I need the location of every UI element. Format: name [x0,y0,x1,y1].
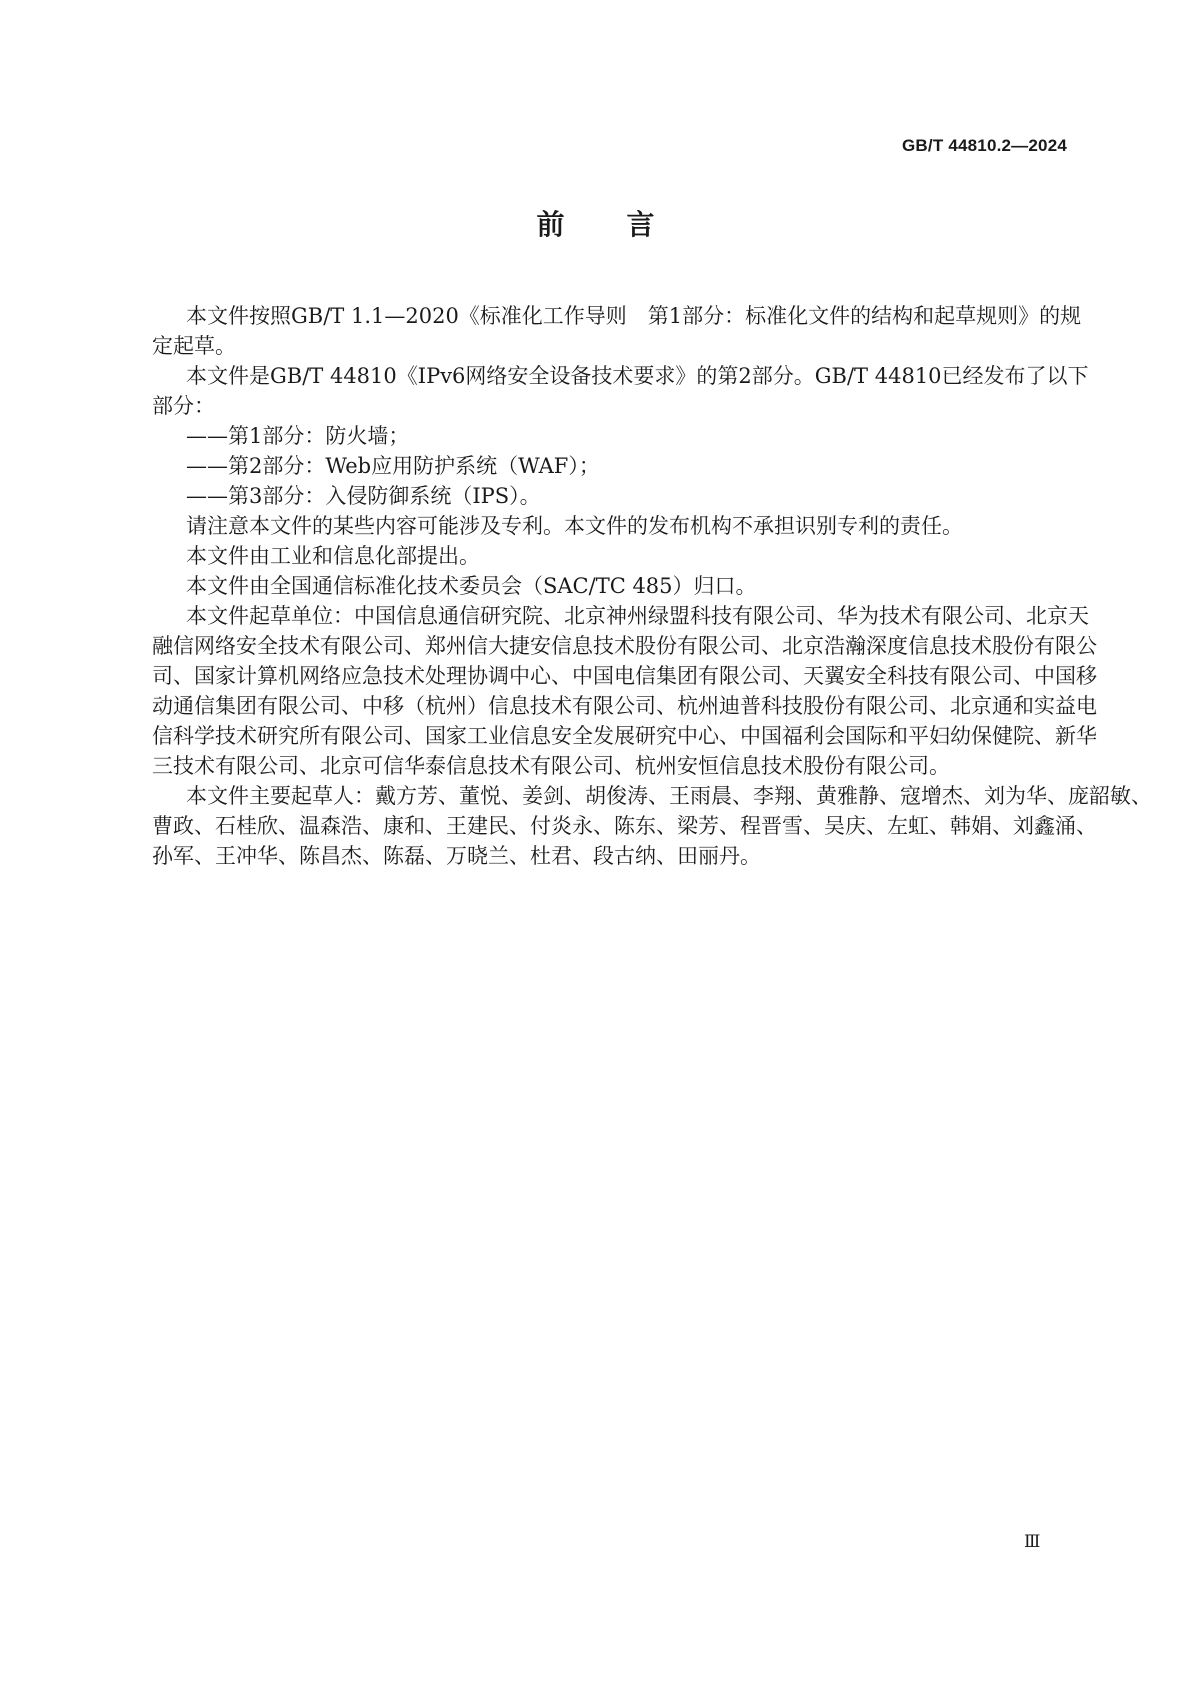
text-line: 融信网络安全技术有限公司、郑州信大捷安信息技术股份有限公司、北京浩瀚深度信息技术股份有限公 [152,634,1097,658]
list-item [152,451,1067,481]
text-line: 三技术有限公司、北京可信华泰信息技术有限公司、杭州安恒信息技术股份有限公司。 [152,754,950,778]
standard-number: GB/T 44810.2—2024 [902,136,1067,155]
paragraph [152,571,1067,601]
text-line: 部分： [152,394,215,418]
text-line: 定起草。 [152,334,236,358]
paragraph [152,781,1152,871]
title-part-2: 言 [626,208,655,241]
text-line: 本文件由全国通信标准化技术委员会（SAC/TC 485）归口。 [186,574,757,598]
text-line: 动通信集团有限公司、中移（杭州）信息技术有限公司、杭州迪普科技股份有限公司、北京通和实益电 [152,694,1097,718]
list-item [152,481,1067,511]
text-line: 司、国家计算机网络应急技术处理协调中心、中国电信集团有限公司、天翼安全科技有限公司、中国移 [152,664,1097,688]
text-line: 本文件是GB/T 44810《IPv6网络安全设备技术要求》的第2部分。GB/T 44810已经发布了以下 [186,364,1089,388]
paragraph [152,541,1067,571]
foreword-body [152,301,1152,871]
text-line: 本文件起草单位：中国信息通信研究院、北京神州绿盟科技有限公司、华为技术有限公司、北京天 [186,604,1089,628]
paragraph [152,511,1067,541]
paragraph [152,601,1097,781]
text-line: 本文件按照GB/T 1.1—2020《标准化工作导则 第1部分：标准化文件的结构和起草规则》的规 [186,304,1082,328]
text-line: ——第3部分：入侵防御系统（IPS）。 [186,484,541,508]
text-line: 信科学技术研究所有限公司、国家工业信息安全发展研究中心、中国福利会国际和平妇幼保健院、新华 [152,724,1097,748]
title-part-1: 前 [536,208,565,241]
text-line: 请注意本文件的某些内容可能涉及专利。本文件的发布机构不承担识别专利的责任。 [186,514,963,538]
text-line: 本文件由工业和信息化部提出。 [186,544,480,568]
page-number: Ⅲ [1024,1532,1041,1552]
text-line: 本文件主要起草人：戴方芳、董悦、姜剑、胡俊涛、王雨晨、李翔、黄雅静、寇增杰、刘为华、庞韶敏、 [186,784,1152,808]
text-line: 曹政、石桂欣、温森浩、康和、王建民、付炎永、陈东、梁芳、程晋雪、吴庆、左虹、韩娟、刘鑫涌、 [152,814,1097,838]
list-item [152,421,1067,451]
text-line: 孙军、王冲华、陈昌杰、陈磊、万晓兰、杜君、段古纳、田丽丹。 [152,844,761,868]
text-line: ——第2部分：Web应用防护系统（WAF）； [186,454,600,478]
page-title [0,203,1191,243]
text-line: ——第1部分：防火墙； [186,424,410,448]
paragraph [152,361,1089,421]
paragraph [152,301,1082,361]
